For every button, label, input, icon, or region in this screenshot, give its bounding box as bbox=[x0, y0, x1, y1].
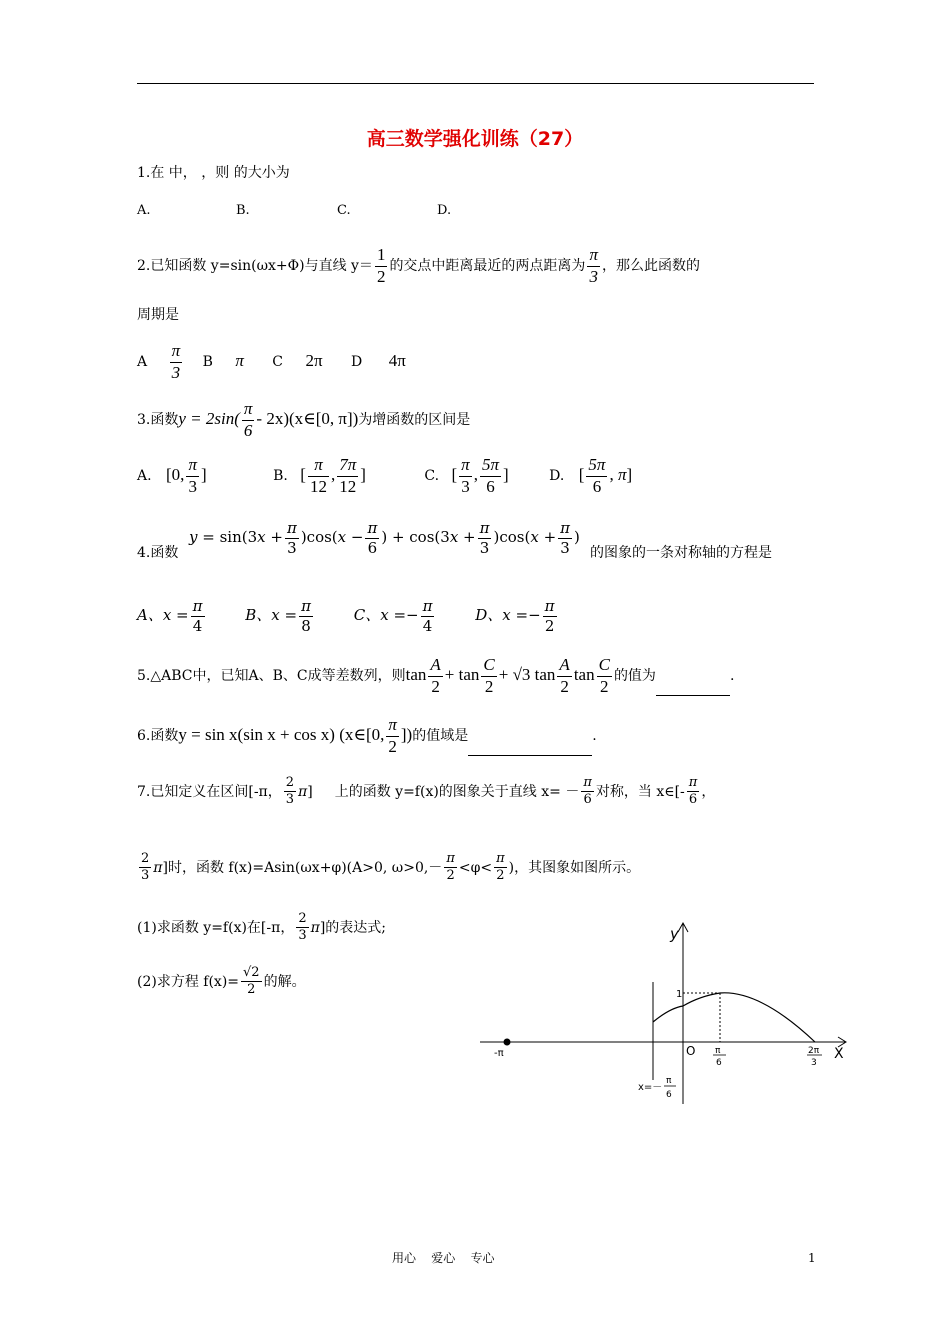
q2-option-b-value: π bbox=[235, 351, 244, 371]
fraction: $\frac{\pi}{3}$ bbox=[479, 519, 490, 557]
q4-formula: y = sin(3x + $\frac{\pi}{3}$ )cos(x − $\frac{\pi}{6}$ ) + cos(3x + $\frac{\pi}{3}$ )cos(x + $\frac{\pi}{3}$ ) bbox=[189, 519, 580, 557]
fraction: $\frac{\pi}{2}$ bbox=[446, 851, 455, 884]
q2-options bbox=[137, 342, 406, 382]
q3-formula: - 2x)(x∈[0, π]) bbox=[256, 409, 359, 429]
q6-stem-part: 的值域是 bbox=[412, 728, 469, 745]
q3-stem bbox=[137, 400, 470, 440]
q6-end: . bbox=[592, 728, 597, 745]
fraction: $\frac{A}{2}$ bbox=[430, 655, 441, 696]
q4-option-a-label: A、x = bbox=[137, 606, 189, 624]
fraction: $\frac{\pi}{4}$ bbox=[422, 597, 433, 635]
fraction: $\frac{\pi}{4}$ bbox=[192, 597, 203, 635]
fraction: $\frac{\pi}{3}$ bbox=[560, 519, 570, 557]
q2-stem-part: 的交点中距离最近的两点距离为 bbox=[389, 258, 586, 275]
q7-text: (1)求函数 y=f(x)在[-π， bbox=[137, 919, 295, 936]
q5-stem-part: 5.△ABC中，已知A、B、C成等差数列，则 bbox=[137, 668, 406, 685]
q3-option-c-label: C. bbox=[424, 468, 440, 485]
q7-text: 的解。 bbox=[263, 973, 306, 990]
fraction: $\frac{\pi}{6}$ bbox=[367, 519, 378, 557]
q4-option-b-label: B、x = bbox=[245, 606, 298, 624]
q7-text: ] bbox=[307, 783, 313, 800]
q7-text: 上的函数 y=f(x)的图象关于直线 x= － bbox=[334, 783, 580, 800]
fraction: $\frac{\pi}{2}$ bbox=[388, 715, 397, 756]
q4-option-d-sign: − bbox=[528, 606, 541, 624]
q3-suffix: 为增函数的区间是 bbox=[358, 412, 471, 429]
q5-stem: 5.△ABC中，已知A、B、C成等差数列，则tan $\frac{A}{2}$ + tan $\frac{C}{2}$ + √3 tan $\frac{A}{2}$ tan $\frac{C}{2}$ 的值为 . bbox=[137, 655, 735, 696]
q2-option-d-value: 4π bbox=[388, 351, 406, 371]
q7-text: ]的表达式; bbox=[319, 919, 386, 936]
fraction: $\frac{\pi}{3}$ bbox=[461, 455, 470, 496]
q2-option-d-label: D bbox=[351, 354, 363, 371]
label-x: X bbox=[834, 1046, 844, 1062]
q4-option-c-sign: − bbox=[406, 606, 419, 624]
fraction: $\frac{C}{2}$ bbox=[483, 655, 495, 696]
q2-stem-part: 2.已知函数 y=sin(ωx+Φ)与直线 y＝ bbox=[137, 258, 373, 275]
q7-text: <φ< bbox=[458, 859, 493, 876]
q7-text: 7.已知定义在区间[-π， bbox=[137, 783, 282, 800]
q4-suffix: 的图象的一条对称轴的方程是 bbox=[590, 545, 772, 561]
fraction: $\frac{\pi}{2}$ bbox=[496, 851, 505, 884]
label-2pi3-num: 2π bbox=[808, 1046, 820, 1056]
fraction: $\frac{\pi}{3}$ bbox=[188, 455, 197, 496]
q3-option-a-label: A. bbox=[137, 468, 152, 485]
q5-end: . bbox=[729, 668, 735, 685]
q7-line2: $\frac{2}{3}$ π]时，函数 f(x)=Asin(ωx+φ)(A>0, ω>0,－ $\frac{\pi}{2}$ <φ< $\frac{\pi}{2}$ )，其图象如图所示。 bbox=[141, 851, 641, 884]
fraction: $\frac{5\pi}{6}$ bbox=[588, 455, 606, 496]
q2-option-a-label: A bbox=[137, 354, 148, 371]
q7-text: )，其图象如图所示。 bbox=[508, 859, 641, 876]
q2-option-c-value: 2π bbox=[305, 351, 323, 371]
fraction: $\frac{\pi}{6}$ bbox=[243, 399, 253, 440]
q6-formula: y = sin x(sin x + cos x) (x∈[0, bbox=[178, 725, 385, 745]
fraction: $\frac{1}{2}$ bbox=[376, 245, 386, 286]
answer-blank[interactable] bbox=[656, 695, 730, 696]
fraction: $\frac{\pi}{12}$ bbox=[309, 455, 327, 496]
label-line-den: 6 bbox=[666, 1090, 672, 1100]
fraction: $\frac{√2}{2}$ bbox=[243, 965, 260, 998]
fraction: $\frac{2}{3}$ bbox=[285, 775, 295, 808]
q3-options: A. [0, $\frac{\pi}{3}$ ] B. [ $\frac{\pi}{12}$ , $\frac{7\pi}{12}$ ] C. [ $\frac{\pi}{3}$ , $\frac{5\pi}{6}$ ] D. [ $\frac{5\pi}{6}$ , π] bbox=[137, 455, 633, 496]
q1-option-c: C. bbox=[337, 203, 351, 218]
label-line-num: π bbox=[666, 1076, 672, 1086]
q1-option-a: A. bbox=[137, 203, 151, 218]
q6-stem-part: 6.函数 bbox=[137, 728, 179, 745]
q4-prefix: 4.函数 bbox=[137, 545, 179, 561]
q7-text: ]时，函数 f(x)=Asin(ωx+φ)(A>0, ω>0,－ bbox=[162, 859, 443, 876]
q1-option-b: B. bbox=[236, 203, 250, 218]
q7-sub2 bbox=[137, 966, 306, 998]
fraction: $\frac{C}{2}$ bbox=[598, 655, 610, 696]
answer-blank[interactable] bbox=[468, 755, 592, 756]
q1-stem: 1.在 中， ，则 的大小为 bbox=[137, 165, 290, 181]
label-one: 1 bbox=[676, 989, 683, 1000]
point-neg-pi bbox=[504, 1039, 511, 1046]
fraction: $\frac{2}{3}$ bbox=[141, 851, 150, 884]
function-graph bbox=[470, 918, 860, 1108]
q2-option-c-label: C bbox=[272, 354, 284, 371]
q2-stem-continued: 周期是 bbox=[137, 307, 179, 323]
q2-option-a-value: $\frac{\pi}{3}$ bbox=[171, 341, 181, 382]
q2-stem-part: ，那么此函数的 bbox=[601, 258, 700, 275]
label-neg-pi: -π bbox=[494, 1048, 504, 1059]
label-pi6-num: π bbox=[715, 1046, 721, 1056]
q7-text: ， bbox=[701, 783, 716, 800]
fraction: $\frac{\pi}{3}$ bbox=[589, 245, 598, 286]
header-rule bbox=[137, 83, 814, 84]
q3-option-d-label: D. bbox=[549, 468, 565, 485]
q4-option-c-label: C、x = bbox=[353, 606, 407, 624]
fraction: $\frac{\pi}{8}$ bbox=[301, 597, 311, 635]
q7-text: (2)求方程 f(x)= bbox=[137, 973, 240, 990]
footer-motto: 用心 爱心 专心 bbox=[392, 1251, 495, 1265]
q2-stem bbox=[137, 246, 700, 286]
q4-options bbox=[137, 598, 559, 634]
label-2pi3-den: 3 bbox=[811, 1058, 817, 1068]
fraction: $\frac{\pi}{2}$ bbox=[544, 597, 555, 635]
q4-option-d-label: D、x = bbox=[475, 606, 529, 624]
fraction: $\frac{\pi}{6}$ bbox=[583, 775, 592, 808]
fraction: $\frac{\pi}{6}$ bbox=[688, 775, 698, 808]
q3-formula: y = 2sin( bbox=[178, 409, 240, 429]
q6-stem: 6.函数y = sin x(sin x + cos x) (x∈[0, $\frac{\pi}{2}$ ])的值域是 . bbox=[137, 715, 597, 756]
page-title: 高三数学强化训练（27） bbox=[366, 128, 584, 150]
q7-text: 对称，当 x∈[- bbox=[595, 783, 685, 800]
label-y: y bbox=[670, 925, 679, 943]
label-pi6-den: 6 bbox=[716, 1058, 722, 1068]
fraction: $\frac{2}{3}$ bbox=[298, 911, 307, 944]
fraction: $\frac{5\pi}{6}$ bbox=[481, 455, 499, 496]
fraction: $\frac{\pi}{3}$ bbox=[286, 519, 297, 557]
fraction: $\frac{7\pi}{12}$ bbox=[339, 455, 357, 496]
label-line-x: x=－ bbox=[638, 1082, 663, 1093]
q7-sub1: (1)求函数 y=f(x)在[-π， $\frac{2}{3}$ π]的表达式; bbox=[137, 911, 386, 944]
label-origin: O bbox=[686, 1044, 696, 1058]
q7-line1: 7.已知定义在区间[-π， $\frac{2}{3}$ π] 上的函数 y=f(x)的图象关于直线 x= － $\frac{\pi}{6}$ 对称，当 x∈[- $\frac{\pi}{6}$ ， bbox=[137, 775, 716, 808]
q3-prefix: 3.函数 bbox=[137, 412, 179, 429]
q5-stem-part: 的值为 bbox=[613, 668, 656, 685]
q2-option-b-label: B bbox=[202, 354, 213, 371]
fraction: $\frac{A}{2}$ bbox=[559, 655, 570, 696]
page-number: 1 bbox=[808, 1251, 816, 1265]
q3-option-b-label: B. bbox=[273, 468, 288, 485]
function-curve bbox=[653, 993, 815, 1042]
q1-option-d: D. bbox=[437, 203, 452, 218]
